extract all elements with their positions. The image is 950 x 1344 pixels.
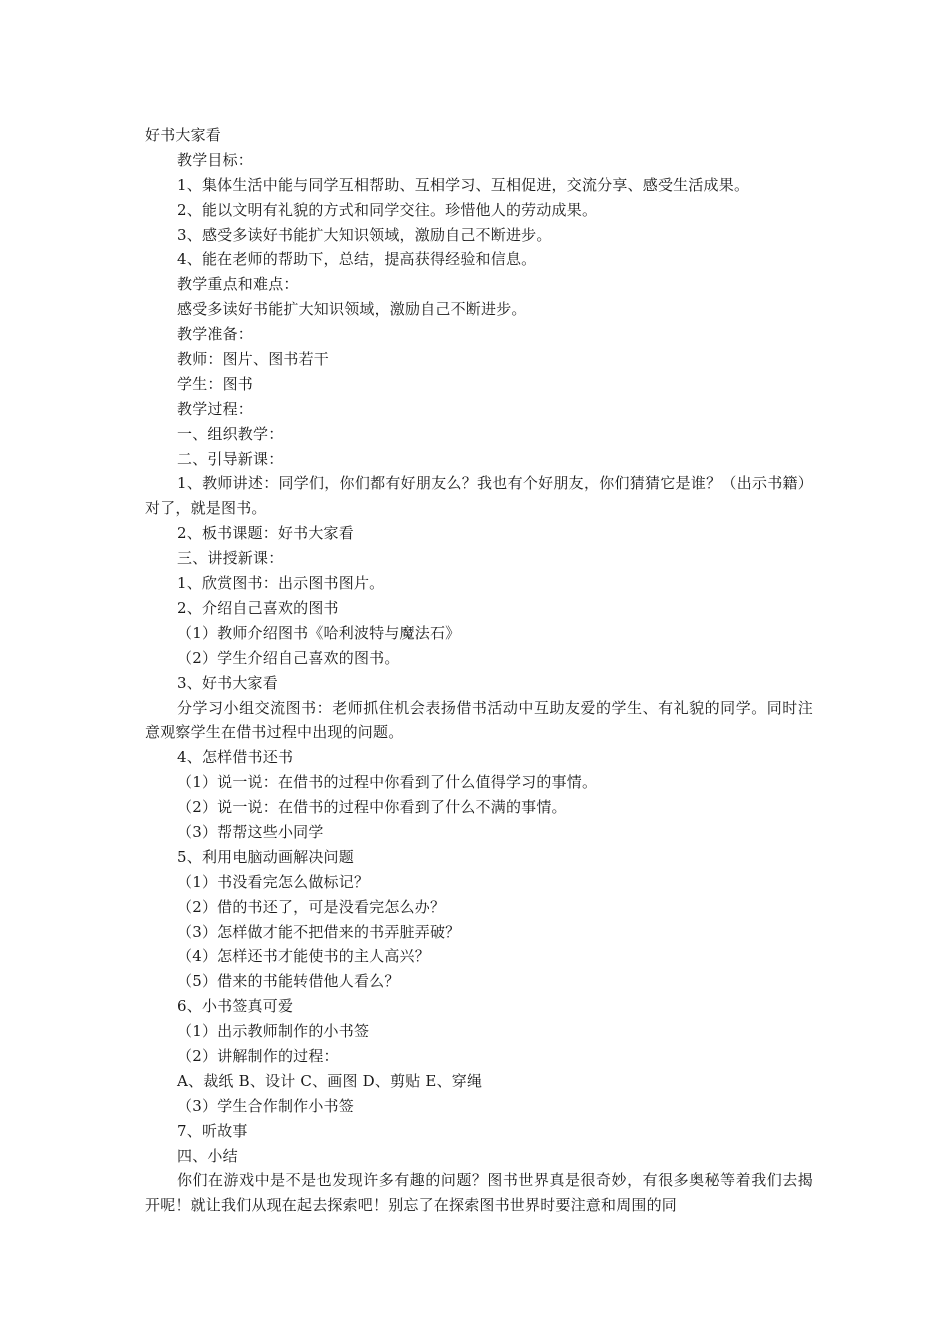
text-line: （2）讲解制作的过程： bbox=[177, 1047, 339, 1066]
paragraph: 1、教师讲述：同学们，你们都有好朋友么？我也有个好朋友，你们猜猜它是谁？（出示书籍）对了，就是图书。 bbox=[145, 474, 813, 518]
text-line: 2、能以文明有礼貌的方式和同学交往。珍惜他人的劳动成果。 bbox=[177, 200, 598, 219]
text-line: 4、能在老师的帮助下，总结，提高获得经验和信息。 bbox=[177, 250, 537, 269]
document-body bbox=[145, 148, 813, 1218]
text-line: 3、感受多读好书能扩大知识领域，激励自己不断进步。 bbox=[177, 225, 552, 244]
text-line: （3）帮帮这些小同学 bbox=[177, 823, 324, 841]
text-line: （2）借的书还了，可是没看完怎么办？ bbox=[177, 897, 446, 916]
text-line: 4、怎样借书还书 bbox=[177, 748, 294, 767]
text-line: （3）学生合作制作小书签 bbox=[177, 1096, 354, 1115]
text-line: （4）怎样还书才能使书的主人高兴？ bbox=[177, 947, 430, 966]
text-line: 四、小结 bbox=[177, 1146, 238, 1165]
text-line: 教师：图片、图书若干 bbox=[177, 350, 330, 369]
text-line: 学生：图书 bbox=[177, 374, 254, 393]
text-line: A、裁纸 B、设计 C、画图 D、剪贴 E、穿绳 bbox=[177, 1071, 483, 1090]
text-line: 教学准备： bbox=[177, 325, 254, 344]
text-line: 教学重点和难点： bbox=[177, 275, 299, 294]
text-line: 感受多读好书能扩大知识领域，激励自己不断进步。 bbox=[177, 300, 527, 319]
text-line: （2）学生介绍自己喜欢的图书。 bbox=[177, 648, 400, 667]
document-page bbox=[145, 123, 813, 1218]
text-line: 6、小书签真可爱 bbox=[177, 997, 294, 1016]
text-line: 二、引导新课： bbox=[177, 449, 284, 468]
text-line: 1、欣赏图书：出示图书图片。 bbox=[177, 574, 385, 593]
text-line: （5）借来的书能转借他人看么？ bbox=[177, 972, 400, 991]
text-line: 5、利用电脑动画解决问题 bbox=[177, 847, 354, 866]
document-title: 好书大家看 bbox=[145, 126, 222, 144]
text-line: 2、介绍自己喜欢的图书 bbox=[177, 598, 339, 617]
text-line: （1）书没看完怎么做标记？ bbox=[177, 872, 370, 891]
text-line: 2、板书课题：好书大家看 bbox=[177, 524, 354, 543]
text-line: （1）说一说：在借书的过程中你看到了什么值得学习的事情。 bbox=[177, 773, 598, 792]
text-line: 1、集体生活中能与同学互相帮助、互相学习、互相促进，交流分享、感受生活成果。 bbox=[177, 175, 750, 194]
text-line: （1）出示教师制作的小书签 bbox=[177, 1022, 370, 1041]
text-line: （3）怎样做才能不把借来的书弄脏弄破？ bbox=[177, 922, 461, 941]
text-line: 3、好书大家看 bbox=[177, 673, 278, 692]
text-line: （1）教师介绍图书《哈利波特与魔法石》 bbox=[177, 623, 461, 642]
text-line: 教学目标： bbox=[177, 150, 254, 169]
text-line: （2）说一说：在借书的过程中你看到了什么不满的事情。 bbox=[177, 798, 567, 817]
paragraph: 分学习小组交流图书：老师抓住机会表扬借书活动中互助友爱的学生、有礼貌的同学。同时注意观察学生在借书过程中出现的问题。 bbox=[145, 698, 813, 742]
text-line: 7、听故事 bbox=[177, 1121, 248, 1140]
text-line: 三、讲授新课： bbox=[177, 549, 284, 568]
text-line: 一、组织教学： bbox=[177, 424, 284, 443]
paragraph: 你们在游戏中是不是也发现许多有趣的问题？图书世界真是很奇妙，有很多奥秘等着我们去揭开呢！就让我们从现在起去探索吧！别忘了在探索图书世界时要注意和周围的同 bbox=[145, 1171, 813, 1215]
text-line: 教学过程： bbox=[177, 399, 254, 418]
